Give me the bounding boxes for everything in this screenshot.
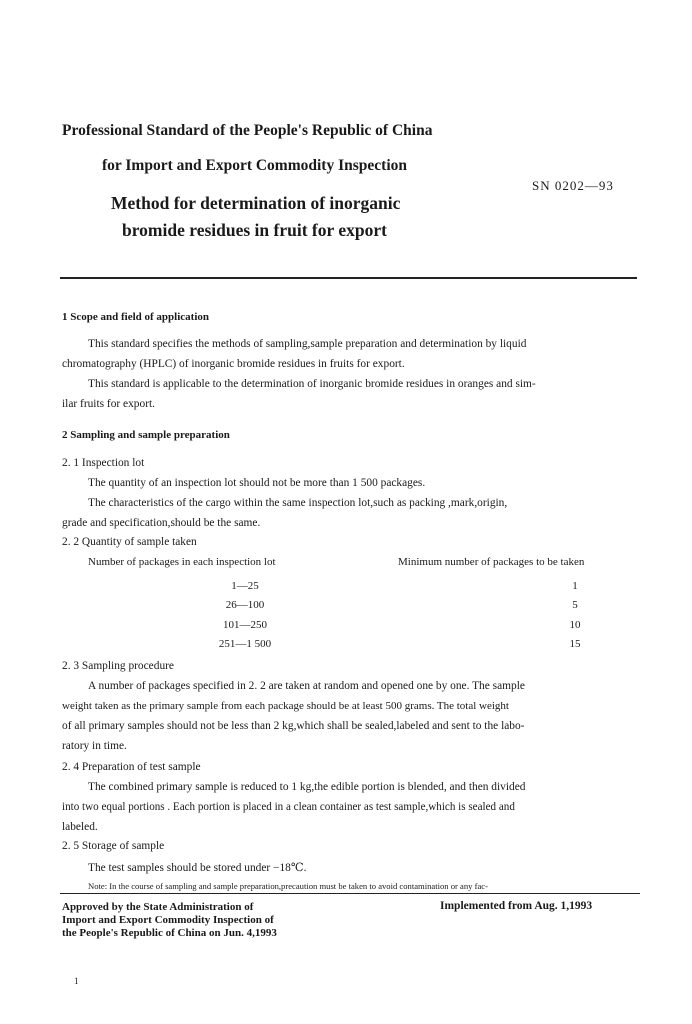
subsection-2-1-line: The characteristics of the cargo within the same inspection lot,such as packing ,mark,origin, <box>88 497 508 509</box>
document-title-line1: Method for determination of inorganic <box>111 193 401 213</box>
table-cell-min: 1 <box>572 580 578 592</box>
subsection-2-3-line: of all primary samples should not be less than 2 kg,which shall be sealed,labeled and sent to the labo- <box>62 720 525 732</box>
subsection-2-1-line: grade and specification,should be the same. <box>62 517 261 529</box>
subsection-2-1-line: The quantity of an inspection lot should not be more than 1 500 packages. <box>88 477 426 489</box>
section-1-paragraph-line: This standard is applicable to the determination of inorganic bromide residues in oranges and sim- <box>88 378 536 390</box>
approval-line2: Import and Export Commodity Inspection of <box>62 914 274 926</box>
subsection-2-3-heading: 2. 3 Sampling procedure <box>62 660 174 672</box>
standard-code: SN 0202—93 <box>532 178 614 193</box>
subsection-2-3-line: weight taken as the primary sample from each package should be at least 500 grams. The total weight <box>62 700 509 712</box>
section-1-paragraph-line: ilar fruits for export. <box>62 398 155 410</box>
subsection-2-5-heading: 2. 5 Storage of sample <box>62 840 165 852</box>
table-cell-min: 15 <box>569 638 581 650</box>
table-header-packages: Number of packages in each inspection lot <box>88 556 276 568</box>
subsection-2-4-heading: 2. 4 Preparation of test sample <box>62 761 201 773</box>
subsection-2-2-heading: 2. 2 Quantity of sample taken <box>62 536 197 548</box>
subsection-2-5-line: The test samples should be stored under −18℃. <box>88 862 307 874</box>
page-number: 1 <box>74 976 79 986</box>
footnote-text: Note: In the course of sampling and sample preparation,precaution must be taken to avoid contamination or any fac- <box>88 881 488 891</box>
standard-authority-line2: for Import and Export Commodity Inspection <box>102 157 407 174</box>
table-cell-range: 251—1 500 <box>218 638 272 650</box>
document-title-line2: bromide residues in fruit for export <box>122 220 387 240</box>
standard-authority-line1: Professional Standard of the People's Republic of China <box>62 122 433 139</box>
section-1-heading: 1 Scope and field of application <box>62 311 209 323</box>
table-cell-range: 1—25 <box>231 580 259 592</box>
subsection-2-3-line: A number of packages specified in 2. 2 are taken at random and opened one by one. The sample <box>88 680 525 692</box>
table-cell-min: 10 <box>569 619 581 631</box>
title-divider <box>60 277 637 279</box>
subsection-2-4-line: The combined primary sample is reduced to 1 kg,the edible portion is blended, and then divided <box>88 781 526 793</box>
subsection-2-3-line: ratory in time. <box>62 740 127 752</box>
footer-divider <box>60 893 640 894</box>
section-2-heading: 2 Sampling and sample preparation <box>62 429 230 441</box>
subsection-2-4-line: labeled. <box>62 821 98 833</box>
implementation-date: Implemented from Aug. 1,1993 <box>440 900 593 912</box>
subsection-2-1-heading: 2. 1 Inspection lot <box>62 457 145 469</box>
table-cell-min: 5 <box>572 599 578 611</box>
section-1-paragraph-line: chromatography (HPLC) of inorganic bromide residues in fruits for export. <box>62 358 405 370</box>
approval-line1: Approved by the State Administration of <box>62 901 254 913</box>
subsection-2-4-line: into two equal portions . Each portion is placed in a clean container as test sample,which is sealed and <box>62 801 515 813</box>
approval-line3: the People's Republic of China on Jun. 4,1993 <box>62 927 277 939</box>
table-header-minimum: Minimum number of packages to be taken <box>398 556 585 568</box>
section-1-paragraph-line: This standard specifies the methods of sampling,sample preparation and determination by liquid <box>88 338 527 350</box>
table-cell-range: 26—100 <box>225 599 265 611</box>
table-cell-range: 101—250 <box>223 619 267 631</box>
